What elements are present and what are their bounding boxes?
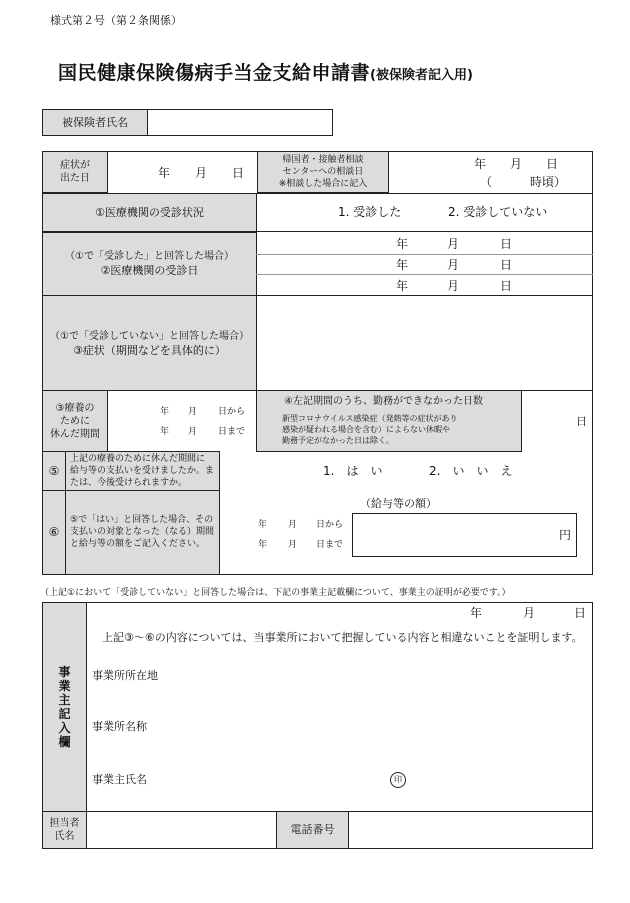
leave-from-year: 年 [160, 407, 170, 417]
office-name-label: 事業所名称 [92, 720, 147, 733]
center-time-label: 時頃） [530, 175, 567, 189]
insured-name-label: 被保険者氏名 [42, 109, 148, 136]
form-number: 様式第２号（第２条関係） [50, 14, 182, 27]
q3-note: （①で「受診していない」と回答した場合） [50, 331, 249, 342]
leave-from-label: 日から [218, 407, 246, 417]
center-consult-label: 帰国者・接触者相談 センターへの相談日 ※相談した場合に記入 [257, 151, 389, 193]
q6-question: ⑤で「はい」と回答した場合、その 支払いの対象となった（なる）期間 と給与等の額をご記入ください。 [70, 515, 215, 549]
leave-label: ③療養の ために 休んだ期間 [42, 390, 108, 452]
q2-date3-day: 日 [500, 279, 513, 293]
leave-from-month: 月 [188, 407, 198, 417]
q5-question: 上記の療養のために休んだ期間に 給与等の支払いを受けましたか。ま たは、今後受けられますか。 [70, 454, 215, 488]
insured-name-field[interactable] [147, 109, 333, 136]
center-month: 月 [510, 157, 523, 171]
q3-symptoms-field[interactable] [256, 295, 593, 391]
office-address-label: 事業所所在地 [92, 669, 158, 682]
q1-option-not-visited[interactable]: 2. 受診していない [448, 205, 548, 219]
q6-from-year: 年 [258, 520, 268, 530]
q5-option-no[interactable]: 2. い い え [429, 464, 513, 478]
q2-note: （①で「受診した」と回答した場合） [65, 251, 234, 262]
q6-number: ⑥ [42, 490, 66, 575]
form-title [58, 58, 578, 85]
employer-note: （上記①において「受診していない」と回答した場合は、下記の事業主記載欄について、事業主の証明が必要です。） [40, 588, 511, 598]
title-suffix: (被保険者記入用) [370, 68, 473, 83]
q6-yen-unit: 円 [559, 528, 572, 542]
q2-date1-year: 年 [396, 237, 409, 251]
q2-label: ②医療機関の受診日 [100, 264, 199, 277]
center-day: 日 [546, 157, 559, 171]
seal-icon: 印 [390, 772, 406, 788]
onset-label: 症状が 出た日 [42, 151, 108, 193]
q4-day-unit: 日 [576, 415, 587, 428]
q2-date3-year: 年 [396, 279, 409, 293]
leave-to-label: 日まで [218, 427, 246, 437]
q2-date3-month: 月 [447, 279, 460, 293]
q5-number: ⑤ [42, 451, 66, 491]
q6-amount-field[interactable] [352, 513, 577, 557]
employer-certification: 上記③～⑥の内容については、当事業所において把握している内容と相違ないことを証明します。 [102, 631, 583, 644]
q6-from-month: 月 [288, 520, 298, 530]
q6-to-year: 年 [258, 540, 268, 550]
q3-label-cell [42, 295, 257, 391]
phone-field[interactable] [348, 811, 593, 849]
title-main: 国民健康保険傷病手当金支給申請書 [58, 62, 371, 84]
q2-date1-day: 日 [500, 237, 513, 251]
onset-day: 日 [232, 166, 245, 180]
employer-day: 日 [574, 606, 587, 620]
q2-date2-year: 年 [396, 258, 409, 272]
q3-label: ③症状（期間などを具体的に） [73, 344, 226, 357]
q2-date2-day: 日 [500, 258, 513, 272]
center-time-open: （ [480, 175, 493, 189]
phone-label: 電話番号 [276, 811, 349, 849]
onset-month: 月 [195, 166, 208, 180]
center-year: 年 [474, 157, 487, 171]
q2-date2-month: 月 [447, 258, 460, 272]
q4-label: ④左記期間のうち、勤務ができなかった日数 [284, 396, 483, 407]
q6-to-label: 日まで [316, 540, 344, 550]
q5-option-yes[interactable]: 1. は い [323, 464, 383, 478]
leave-to-year: 年 [160, 427, 170, 437]
owner-name-label: 事業主氏名 [92, 773, 147, 786]
q6-to-month: 月 [288, 540, 298, 550]
q6-amount-label: （給与等の額） [360, 497, 437, 510]
leave-to-month: 月 [188, 427, 198, 437]
contact-person-field[interactable] [86, 811, 277, 849]
q4-note: 新型コロナウイルス感染症（発熱等の症状があり 感染が疑われる場合を含む）によらない休暇や 勤務予定がなかった日は除く。 [282, 414, 458, 445]
onset-year: 年 [158, 166, 171, 180]
employer-year: 年 [470, 606, 483, 620]
employer-side-label: 事 業 主 記 入 欄 [58, 665, 71, 749]
contact-person-label: 担当者 氏名 [42, 811, 87, 849]
employer-month: 月 [523, 606, 536, 620]
q6-from-label: 日から [316, 520, 344, 530]
q1-option-visited[interactable]: 1. 受診した [338, 205, 402, 219]
q2-date1-month: 月 [447, 237, 460, 251]
q1-label: ①医療機関の受診状況 [42, 193, 257, 232]
